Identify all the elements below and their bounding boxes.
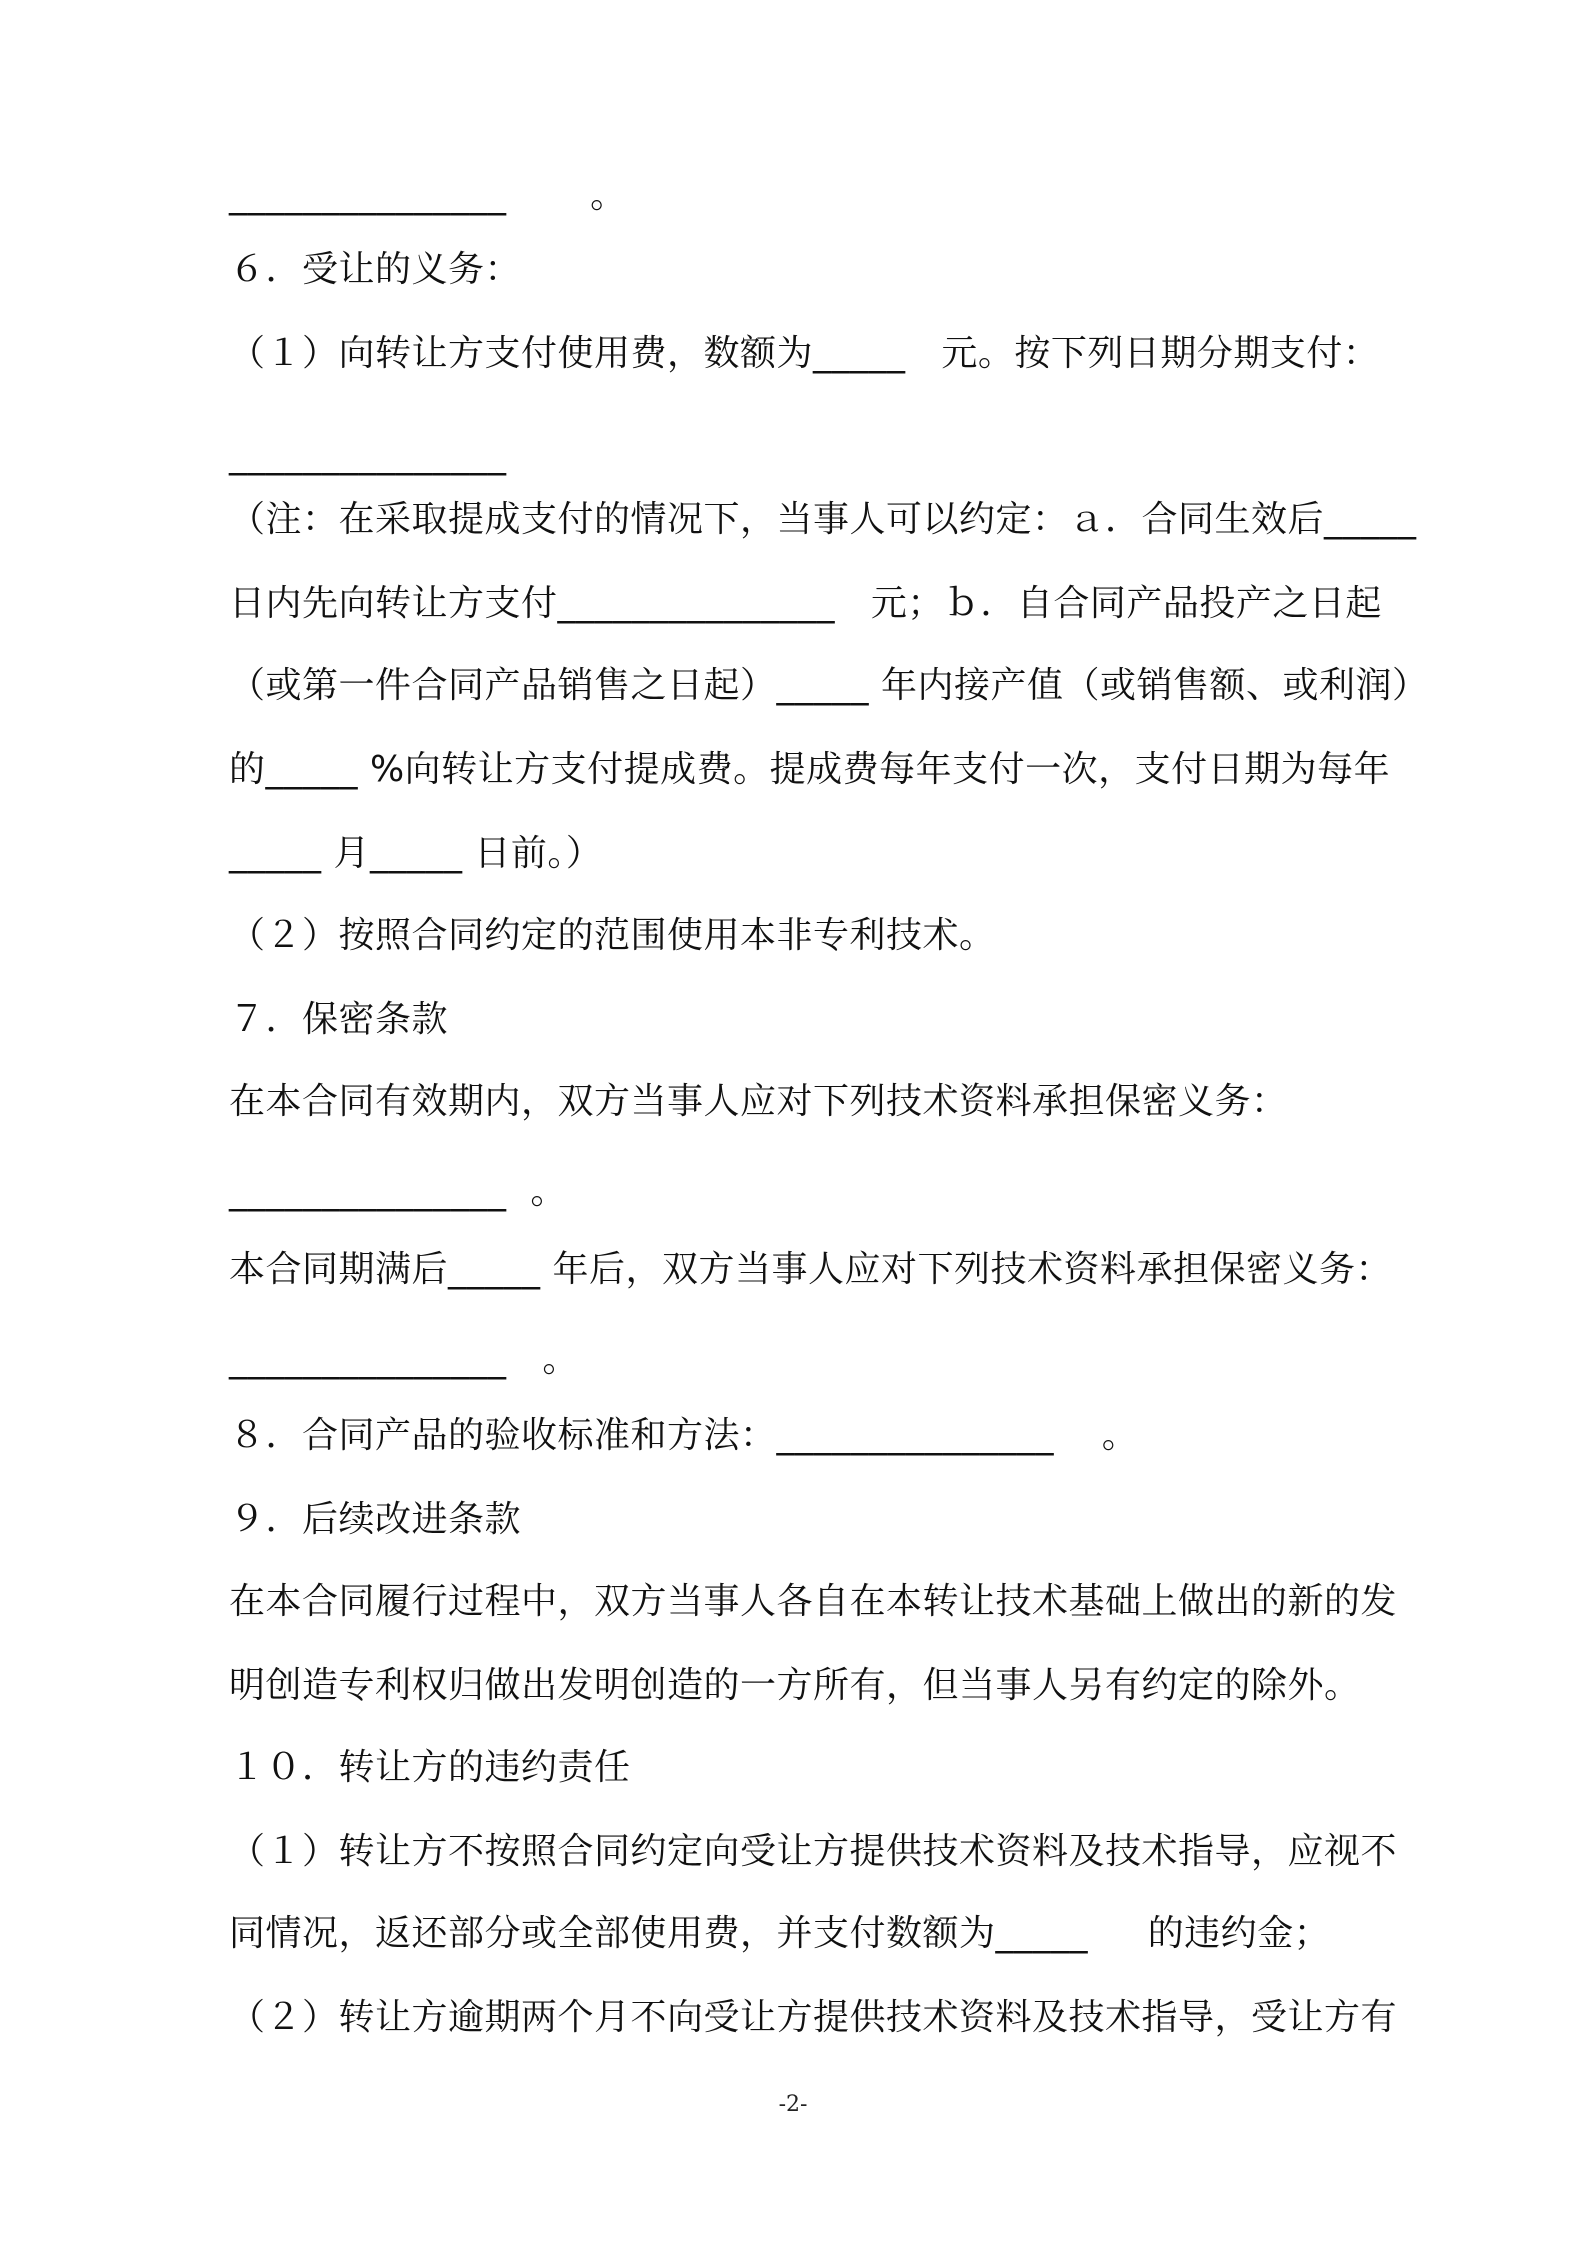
text-line: _______________ 。 [229, 1171, 567, 1212]
text-line: _______________ [229, 435, 507, 476]
text-line: （注：在采取提成支付的情况下，当事人可以约定：ａ．合同生效后_____ [229, 499, 1417, 540]
text-line: 明创造专利权归做出发明创造的一方所有，但当事人另有约定的除外。 [229, 1665, 1361, 1706]
section-heading: ６．受让的义务： [229, 249, 522, 290]
text-line: （２）转让方逾期两个月不向受让方提供技术资料及技术指导，受让方有 [229, 1997, 1398, 2038]
page-number: -2- [778, 2092, 808, 2117]
text-line: 本合同期满后_____ 年后，双方当事人应对下列技术资料承担保密义务： [229, 1249, 1392, 1290]
text-line: 同情况，返还部分或全部使用费，并支付数额为_____ 的违约金； [229, 1913, 1331, 1954]
text-line: （２）按照合同约定的范围使用本非专利技术。 [229, 915, 996, 956]
text-line: _______________ 。 [229, 175, 627, 216]
text-line: （或第一件合同产品销售之日起）_____ 年内接产值（或销售额、或利润） [229, 665, 1429, 706]
text-line: 在本合同履行过程中，双方当事人各自在本转让技术基础上做出的新的发 [229, 1581, 1398, 1622]
section-heading: ７．保密条款 [229, 999, 449, 1040]
text-line: （１）向转让方支付使用费，数额为_____ 元。按下列日期分期支付： [229, 333, 1380, 374]
section-heading: ８．合同产品的验收标准和方法：_______________ 。 [229, 1415, 1139, 1456]
text-line: （１）转让方不按照合同约定向受让方提供技术资料及技术指导，应视不 [229, 1831, 1398, 1872]
text-line: _____ 月_____ 日前。） [229, 833, 603, 874]
text-line: 日内先向转让方支付_______________ 元；ｂ．自合同产品投产之日起 [229, 583, 1382, 624]
text-line: 在本合同有效期内，双方当事人应对下列技术资料承担保密义务： [229, 1081, 1288, 1122]
text-line: _______________ 。 [229, 1339, 579, 1380]
section-heading: ９．后续改进条款 [229, 1499, 522, 1540]
section-heading: １０．转让方的违约责任 [229, 1747, 631, 1788]
text-line: 的_____ %向转让方支付提成费。提成费每年支付一次，支付日期为每年 [229, 749, 1391, 790]
